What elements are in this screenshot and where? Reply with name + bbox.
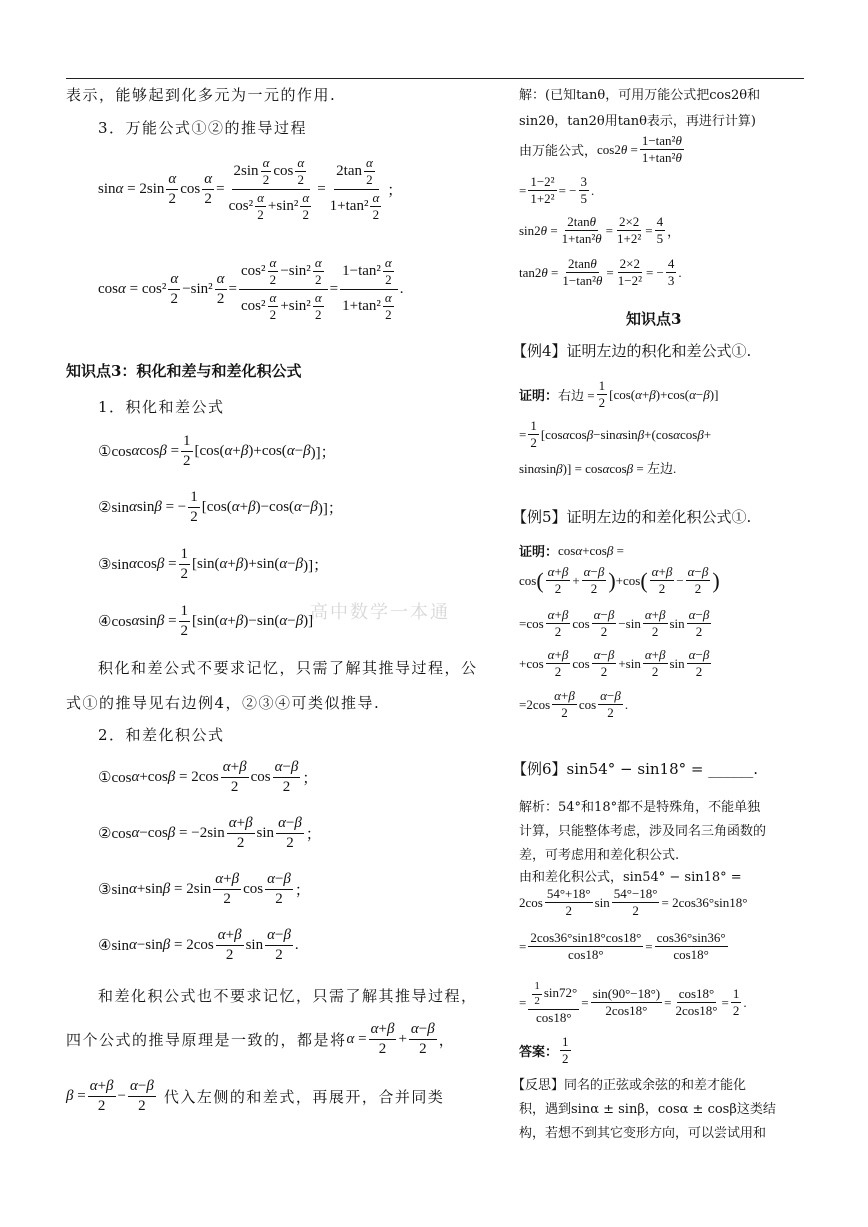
sum-to-product-1: ①cos α +cos β = 2cos $\frac{\alpha+\beta}{2}$ cos $\frac{\alpha-\beta}{2}$ ； — [98, 759, 318, 795]
product-to-sum-3: ③sin α cos β = $\frac{1}{2}$ [sin( α + β )+sin( α − β )]； — [98, 546, 329, 582]
solution-line-2: sin2θ，tan2θ用tanθ表示，再进行计算) — [519, 114, 756, 129]
example-4-proof-1: 证明： 右边 = $\frac{1}{2}$ [cos( α + β )+cos( α − β )] — [519, 378, 719, 411]
knowledge-point-3-heading: 知识点3：积化和差与和差化积公式 — [66, 362, 302, 380]
sum-to-product-2: ②cos α −cos β = −2sin $\frac{\alpha+\beta}{2}$ sin $\frac{\alpha-\beta}{2}$ ； — [98, 815, 321, 851]
example-5-proof-3: =cos $\frac{\alpha+\beta}{2}$ cos $\frac{\alpha-\beta}{2}$ −sin $\frac{\alpha+\beta}{2}$ sin $\frac{\alpha-\beta}{2}$ — [519, 607, 710, 640]
solution-tan2theta: tan2 θ = $\frac{2\tan\theta}{\text{1−tan²θ}}$ = $\frac{2\times 2}{\text{1−2²}}$ = − $\frac{4}{3}$ . — [519, 256, 682, 289]
example-6-analysis-3: 差，可考虑用和差化积公式. — [519, 848, 680, 863]
example-6-answer: 答案： $\frac{1}{2}$ — [519, 1034, 569, 1067]
reflection-line-1: 【反思】同名的正弦或余弦的和差才能化 — [512, 1078, 747, 1093]
reflection-line-3: 构，若想不到其它变形方向，可以尝试用和 — [519, 1126, 767, 1141]
example-6-heading: 【例6】sin54° − sin18° = ______. — [512, 760, 759, 778]
header-rule — [66, 78, 804, 79]
note-2-text: 四个公式的推导原理是一致的，都是将 — [66, 1030, 347, 1049]
product-to-sum-note-2: 式①的推导见右边例4，②③④可类似推导. — [66, 694, 381, 712]
watermark: 高中数学一本通 — [310, 602, 450, 623]
intro-line: 表示，能够起到化多元为一元的作用. — [66, 86, 337, 104]
section-3-title: 3．万能公式①②的推导过程 — [98, 119, 308, 137]
product-to-sum-4: ④cos α sin β = $\frac{1}{2}$ [sin( α + β )−sin( α − β )] — [98, 603, 314, 639]
example-6-analysis-4: 由和差化积公式，sin54° − sin18° = — [519, 870, 742, 885]
sum-to-product-title: 2．和差化积公式 — [98, 726, 225, 744]
example-4-heading: 【例4】证明左边的积化和差公式①. — [512, 342, 752, 360]
example-5-proof-5: =2cos $\frac{\alpha+\beta}{2}$ cos $\frac{\alpha-\beta}{2}$ . — [519, 688, 629, 721]
solution-cos-value: = $\frac{\text{1−2²}}{\text{1+2²}}$ = − $\frac{3}{5}$ . — [519, 174, 595, 207]
sum-to-product-4: ④sin α −sin β = 2cos $\frac{\alpha+\beta}{2}$ sin $\frac{\alpha-\beta}{2}$ . — [98, 927, 299, 963]
note-3-text: 代入左侧的和差式，再展开，合并同类 — [163, 1087, 445, 1106]
solution-sin2theta: sin2 θ = $\frac{2\tan\theta}{\text{1+tan²θ}}$ = $\frac{2\times 2}{\text{1+2²}}$ = $\frac{4}{5}$ ， — [519, 214, 681, 247]
sum-to-product-note-3: β = $\frac{\alpha+\beta}{2}$ − $\frac{\alpha-\beta}{2}$ 代入左侧的和差式，再展开，合并同类 — [66, 1078, 445, 1114]
sum-to-product-note-2: 四个公式的推导原理是一致的，都是将 α = $\frac{\alpha+\beta}{2}$ + $\frac{\alpha-\beta}{2}$ ， — [66, 1021, 454, 1057]
example-5-proof-1: 证明： cosα+cosβ = — [519, 542, 624, 560]
knowledge-point-3-label: 知识点3 — [626, 310, 682, 328]
reflection-line-2: 积，遇到sinα ± sinβ，cosα ± cosβ这类结 — [519, 1102, 776, 1117]
example-5-proof-4: +cos $\frac{\alpha+\beta}{2}$ cos $\frac{\alpha-\beta}{2}$ +sin $\frac{\alpha+\beta}{2}$ sin $\frac{\alpha-\beta}{2}$ — [519, 647, 710, 680]
example-4-proof-3: sinαsinβ)] = cosαcosβ = 左边. — [519, 461, 677, 476]
universal-cos-formula: cosα = cos² $\frac{\alpha}{2}$ −sin² $\frac{\alpha}{2}$ = cos² $\frac{\alpha}{2}$ −sin² $\frac{\alpha}{2}$ cos² $\frac{\alpha}{2}$ +sin² $\frac{\alpha}{2}$ = 1−tan² $\frac{\alpha}{2}$ 1+tan² $\frac{\alpha}{2}$ . — [98, 255, 404, 322]
product-to-sum-2: ②sin α sin β = − $\frac{1}{2}$ [cos( α + β )−cos( α − β )]； — [98, 489, 343, 525]
universal-sin-formula: sinα = 2sin $\frac{\alpha}{2}$ cos $\frac{\alpha}{2}$ = 2sin $\frac{\alpha}{2}$ cos $\frac{\alpha}{2}$ cos² $\frac{\alpha}{2}$ +sin² $\frac{\alpha}{2}$ = 2tan $\frac{\alpha}{2}$ 1+tan² $\frac{\alpha}{2}$ ； — [98, 155, 403, 222]
product-to-sum-1: ①cos α cos β = $\frac{1}{2}$ [cos( α + β )+cos( α − β )]； — [98, 433, 336, 469]
solution-cos2theta: 由万能公式， cos2 θ = $\frac{\text{1−tan²θ}}{\text{1+tan²θ}}$ — [519, 133, 682, 166]
sum-to-product-3: ③sin α +sin β = 2sin $\frac{\alpha+\beta}{2}$ cos $\frac{\alpha-\beta}{2}$ ； — [98, 871, 310, 907]
example-6-analysis-6: = $\frac{2\cos 36^\circ\sin 18^\circ\cos 18^\circ}{\cos 18^\circ}$ = $\frac{\cos 36^\circ\sin 36^\circ}{\cos 18^\circ}$ — [519, 930, 726, 963]
product-to-sum-note-1: 积化和差公式不要求记忆，只需了解其推导过程，公 — [98, 659, 478, 677]
example-6-analysis-1: 解析：54°和18°都不是特殊角，不能单独 — [519, 800, 761, 815]
example-5-proof-2: cos ( $\frac{\alpha+\beta}{2}$ + $\frac{\alpha-\beta}{2}$ ) +cos ( $\frac{\alpha+\beta}{2}$ − $\frac{\alpha-\beta}{2}$ ) — [519, 564, 720, 597]
answer-label: 答案： — [519, 1045, 559, 1061]
example-5-heading: 【例5】证明左边的和差化积公式①. — [512, 508, 752, 526]
example-6-analysis-7: = $\frac{1}{2}$ sin72° cos18° = $\frac{\sin(90^\circ-18^\circ)}{2\cos 18^\circ}$ = $\frac{\cos 18^\circ}{2\cos 18^\circ}$ = $\frac{1}{2}$ . — [519, 980, 747, 1025]
example-6-analysis-2: 计算，只能整体考虑，涉及同名三角函数的 — [519, 824, 767, 839]
proof-label: 证明： — [519, 389, 559, 405]
product-to-sum-title: 1．积化和差公式 — [98, 398, 225, 416]
solution-lead: 由万能公式， — [519, 144, 598, 160]
sum-to-product-note-1: 和差化积公式也不要求记忆，只需了解其推导过程， — [98, 987, 478, 1005]
proof-label-5: 证明： — [519, 545, 559, 560]
example-6-analysis-5: 2cos $\frac{54^\circ+18^\circ}{2}$ sin $\frac{54^\circ-18^\circ}{2}$ = 2cos36°sin18° — [519, 886, 748, 919]
example-4-proof-2: = $\frac{1}{2}$ [cos α cos β −sin α sin β +(cos α cos β + — [519, 418, 712, 451]
solution-line-1: 解：(已知tanθ，可用万能公式把cos2θ和 — [519, 88, 761, 103]
